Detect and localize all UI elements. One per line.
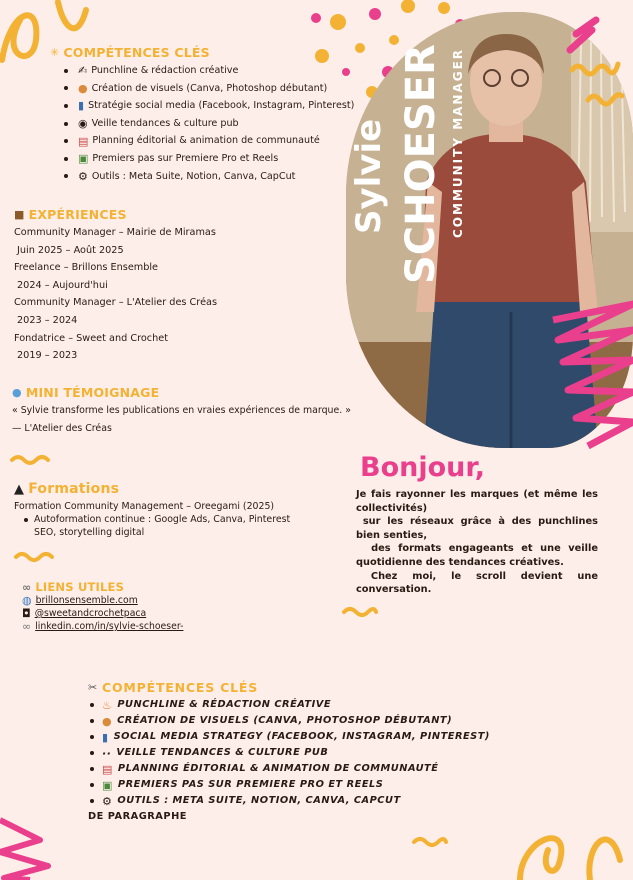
calendar-icon: ▤ — [78, 134, 89, 148]
skills-list — [62, 62, 355, 185]
experiences-title: ■ EXPÉRIENCES — [14, 207, 127, 222]
palette-icon: ● — [102, 714, 113, 728]
testimonial-title: ● MINI TÉMOIGNAGE — [12, 385, 160, 400]
formations-title: ▲ Formations — [14, 481, 120, 497]
list-item: ▤ Planning éditorial & animation de communauté — [62, 132, 350, 150]
graduation-cap-icon: ▲ — [14, 481, 25, 497]
orange-loop-decor — [589, 840, 620, 880]
writing-hand-icon: ✍ — [78, 64, 88, 78]
orange-loop-decor — [58, 2, 86, 28]
pink-scribble-decor — [548, 300, 633, 450]
clapper-icon: ▣ — [78, 152, 89, 166]
briefcase-icon: ■ — [14, 208, 25, 221]
list-item: ▤ PLANNING ÉDITORIAL & ANIMATION DE COMMUNAUTÉ — [88, 761, 508, 777]
wave-decor — [344, 609, 376, 615]
formation-bullet: Autoformation continue : Google Ads, Canva, Pinterest SEO, storytelling digital — [34, 514, 291, 538]
testimonial-author: — L'Atelier des Créas — [12, 422, 112, 434]
speech-bubble-icon: ● — [12, 386, 22, 399]
eye-icon: ◉ — [78, 117, 88, 131]
tools-icon: ✂ — [88, 681, 99, 694]
sparkle-icon: ✳ — [50, 46, 60, 59]
experience-dates: 2024 – Aujourd'hui — [17, 279, 108, 291]
experience-dates: 2023 – 2024 — [17, 314, 78, 326]
dot-decor — [355, 43, 365, 53]
link-icon: ∞ — [22, 620, 32, 633]
intro-paragraph: Je fais rayonner les marques (et même les collectivités) — [356, 489, 598, 514]
eyes-icon: ·· — [102, 746, 112, 760]
first-name: Sylvie — [349, 118, 389, 234]
formations-section — [14, 481, 334, 539]
last-name: SCHOESER — [398, 44, 444, 284]
intro-paragraph: Chez moi, le scroll devient une conversation. — [356, 570, 602, 596]
wave-decor — [414, 839, 446, 845]
skills-title: ✳ COMPÉTENCES CLÉS — [50, 45, 210, 60]
list-item: ● Création de visuels (Canva, Photoshop débutant) — [62, 80, 350, 98]
instagram-link[interactable]: @sweetandcrochetpaca — [34, 608, 147, 619]
camera-icon: ◘ — [22, 607, 31, 620]
list-item: ·· VEILLE TENDANCES & CULTURE PUB — [88, 745, 508, 761]
experience-dates: Juin 2025 – Août 2025 — [17, 244, 124, 256]
website-link[interactable]: brillonsensemble.com — [35, 595, 138, 606]
globe-icon: ◍ — [22, 594, 32, 607]
skills2-section — [88, 680, 508, 825]
phone-icon: ▮ — [78, 99, 85, 113]
list-item: ⚙ Outils : Meta Suite, Notion, Canva, CapCut — [62, 168, 350, 186]
decor-scribbles — [540, 10, 633, 110]
calendar-icon: ▤ — [102, 762, 113, 776]
experiences-section — [14, 207, 334, 365]
palette-icon: ● — [78, 81, 88, 95]
skills2-title: ✂ COMPÉTENCES CLÉS — [88, 680, 259, 695]
skills2-list — [88, 697, 508, 809]
intro-section — [356, 452, 602, 597]
skills2-footer: DE PARAGRAPHE — [88, 811, 187, 822]
list-item — [24, 513, 334, 539]
list-item: ◉ Veille tendances & culture pub — [62, 115, 350, 133]
orange-loop-decor — [2, 15, 36, 60]
dot-decor — [401, 0, 415, 13]
gear-icon: ⚙ — [78, 169, 88, 183]
links-section — [22, 580, 262, 633]
link-row — [22, 607, 262, 620]
links-title: ∞ LIENS UTILES — [22, 580, 125, 594]
testimonial-quote: « Sylvie transforme les publications en vraies expériences de marque. » — [12, 405, 351, 416]
experience-role: Fondatrice – Sweet and Crochet — [14, 332, 169, 344]
intro-paragraph: sur les réseaux grâce à des punchlines bien senties, — [356, 516, 602, 541]
orange-loop-decor — [520, 838, 561, 880]
list-item: ▣ Premiers pas sur Premiere Pro et Reels — [62, 150, 350, 168]
clapper-icon: ▣ — [102, 778, 113, 792]
greeting: Bonjour, — [360, 452, 485, 483]
list-item: ✍ Punchline & rédaction créative — [62, 62, 350, 80]
testimonial-section — [12, 385, 352, 437]
gear-icon: ⚙ — [102, 794, 113, 808]
list-item: ▮ SOCIAL MEDIA STRATEGY (FACEBOOK, INSTAGRAM, PINTEREST) — [88, 729, 508, 745]
link-row — [22, 620, 262, 633]
link-icon: ∞ — [22, 580, 32, 594]
phone-icon: ▮ — [102, 730, 109, 744]
experience-role: Freelance – Brillons Ensemble — [14, 262, 159, 274]
list-item: ▮ Stratégie social media (Facebook, Instagram, Pinterest) — [62, 97, 350, 115]
wave-decor — [12, 457, 48, 463]
link-row — [22, 594, 262, 607]
experience-dates: 2019 – 2023 — [17, 350, 78, 362]
dot-decor — [311, 13, 321, 23]
fire-icon: ♨ — [102, 698, 113, 712]
list-item: ● CRÉATION DE VISUELS (CANVA, PHOTOSHOP DÉBUTANT) — [88, 713, 508, 729]
formation-main: Formation Community Management – Oreegami (2025) — [14, 501, 275, 512]
skills-section — [50, 45, 355, 185]
dot-decor — [369, 8, 381, 20]
list-item: ♨ PUNCHLINE & RÉDACTION CRÉATIVE — [88, 697, 508, 713]
intro-paragraph: des formats engageants et une veille quotidienne des tendances créatives. — [356, 543, 602, 568]
experience-role: Community Manager – L'Atelier des Créas — [14, 297, 218, 309]
wave-decor — [16, 554, 52, 560]
dot-decor — [438, 2, 450, 14]
pink-scribble-decor — [0, 820, 48, 880]
job-title: COMMUNITY MANAGER — [451, 47, 465, 238]
linkedin-link[interactable]: linkedin.com/in/sylvie-schoeser- — [35, 621, 184, 632]
list-item: ⚙ OUTILS : META SUITE, NOTION, CANVA, CAPCUT — [88, 793, 508, 809]
list-item: ▣ PREMIERS PAS SUR PREMIERE PRO ET REELS — [88, 777, 508, 793]
dot-decor — [330, 14, 346, 30]
experience-role: Community Manager – Mairie de Miramas — [14, 227, 216, 238]
